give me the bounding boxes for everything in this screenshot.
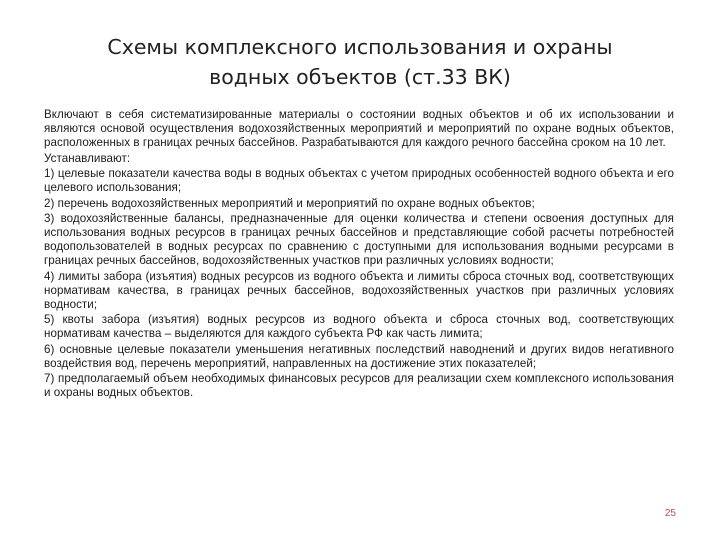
paragraph-intro: Включают в себя систематизированные материалы о состоянии водных объектов и об их использовании и являются основой осуществления водохозяйственных мероприятий и мероприятий по охране водных объектов, расположенных в границах речных бассейнов. Разрабатываются для каждого речного бассейна сроком на 10 лет. — [44, 108, 674, 149]
slide-title — [60, 32, 660, 92]
title-line: Схемы комплексного использования и охраны — [107, 35, 613, 59]
list-item: 4) лимиты забора (изъятия) водных ресурсов из водного объекта и лимиты сброса сточных вод, соответствующих нормативам качества, в границах речных бассейнов, водохозяйственных участков при различных условиях водности; — [44, 269, 674, 311]
page-number: 25 — [664, 508, 676, 519]
list-item: 1) целевые показатели качества воды в водных объектах с учетом природных особенностей водного объекта и его целевого использования; — [44, 167, 674, 194]
paragraph-establish-heading: Устанавливают: — [44, 151, 131, 165]
list-item: 3) водохозяйственные балансы, предназначенные для оценки количества и степени освоения доступных для использования водных ресурсов в границах речных бассейнов и представляющие собой расчеты потребностей водопользователей в водных ресурсах по сравнению с доступными для использования водными ресурсами в границах речных бассейнов, водохозяйственных участков при различных условиях водности; — [44, 212, 674, 267]
list-item: 6) основные целевые показатели уменьшения негативных последствий наводнений и других видов негативного воздействия вод, перечень мероприятий, направленных на достижение этих показателей; — [44, 342, 674, 370]
list-item: 7) предполагаемый объем необходимых финансовых ресурсов для реализации схем комплексного использования и охраны водных объектов. — [44, 372, 674, 399]
slide-body — [44, 108, 674, 402]
list-item: 2) перечень водохозяйственных мероприятий и мероприятий по охране водных объектов; — [44, 196, 535, 210]
list-item: 5) квоты забора (изъятия) водных ресурсов из водного объекта и сброса сточных вод, соответствующих нормативам качества – выделяются для каждого субъекта РФ как часть лимита; — [44, 313, 674, 340]
title-line: водных объектов (ст.33 ВК) — [209, 65, 511, 89]
